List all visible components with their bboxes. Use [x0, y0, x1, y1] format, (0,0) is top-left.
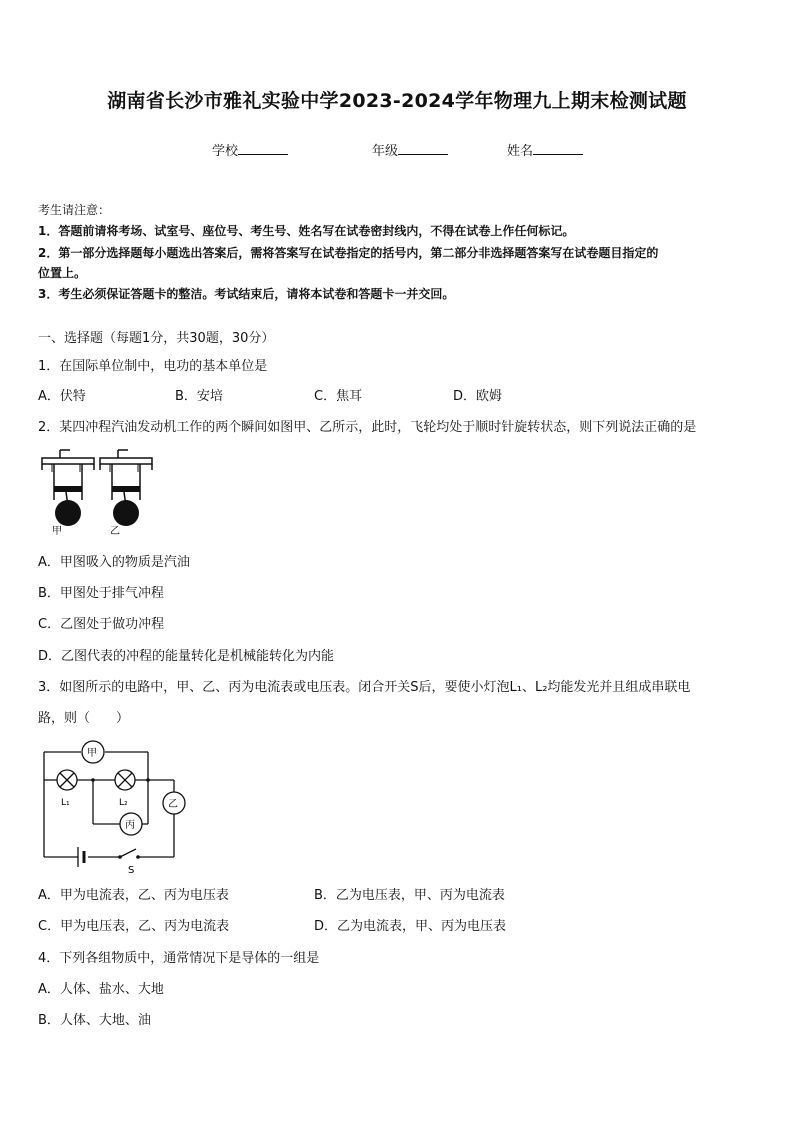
q2-option-d[interactable]: D．乙图代表的冲程的能量转化是机械能转化为内能 — [38, 649, 335, 664]
grade-field[interactable] — [372, 140, 448, 159]
question-2-stem: 2．某四冲程汽油发动机工作的两个瞬间如图甲、乙所示，此时，飞轮均处于顺时针旋转状态，则下列说法正确的是 — [38, 420, 697, 435]
grade-blank[interactable] — [398, 142, 448, 155]
notice-heading: 考生请注意： — [38, 203, 111, 217]
name-label: 姓名 — [507, 144, 534, 159]
notice-item: 2．第一部分选择题每小题选出答案后，需将答案写在试卷指定的括号内，第二部分非选择题答案写在试卷题目指定的 — [38, 246, 659, 260]
notice-item: 1．答题前请将考场、试室号、座位号、考生号、姓名写在试卷密封线内，不得在试卷上作任何标记。 — [38, 224, 575, 238]
q4-option-a[interactable]: A．人体、盐水、大地 — [38, 982, 164, 997]
question-3-stem: 3．如图所示的电路中，甲、乙、丙为电流表或电压表。闭合开关S后，要使小灯泡L₁、L₂均能发光并且组成串联电 — [38, 680, 691, 695]
section-heading: 一、选择题（每题1分，共30题，30分） — [38, 331, 275, 346]
lamp-l2-label: L₂ — [119, 798, 128, 808]
q3-option-d[interactable]: D．乙为电流表，甲、丙为电压表 — [314, 919, 507, 934]
circuit-diagram — [38, 737, 190, 877]
school-blank[interactable] — [238, 142, 288, 155]
school-field[interactable] — [212, 140, 288, 159]
notice-item: 3．考生必须保证答题卡的整洁。考试结束后，请将本试卷和答题卡一并交回。 — [38, 287, 455, 301]
q2-option-b[interactable]: B．甲图处于排气冲程 — [38, 586, 164, 601]
q3-option-a[interactable]: A．甲为电流表，乙、丙为电压表 — [38, 888, 229, 903]
question-1-stem: 1．在国际单位制中，电功的基本单位是 — [38, 359, 268, 374]
engine-label-jia: 甲 — [52, 526, 62, 537]
engine-yi — [100, 450, 152, 526]
grade-label: 年级 — [372, 144, 399, 159]
q1-option-a[interactable]: A．伏特 — [38, 389, 86, 404]
q4-option-b[interactable]: B．人体、大地、油 — [38, 1013, 151, 1028]
q1-option-d[interactable]: D．欧姆 — [453, 389, 503, 404]
q2-option-c[interactable]: C．乙图处于做功冲程 — [38, 617, 165, 632]
school-label: 学校 — [212, 144, 239, 159]
name-blank[interactable] — [533, 142, 583, 155]
meter-bing-label: 丙 — [125, 820, 135, 831]
question-3-stem-cont: 路，则（ ） — [38, 711, 130, 726]
lamp-l1-label: L₁ — [61, 798, 70, 808]
engine-jia — [42, 450, 94, 526]
notice-item: 位置上。 — [38, 266, 87, 280]
q1-option-c[interactable]: C．焦耳 — [314, 389, 363, 404]
q2-option-a[interactable]: A．甲图吸入的物质是汽油 — [38, 555, 190, 570]
name-field[interactable] — [507, 140, 583, 159]
meter-yi-label: 乙 — [168, 799, 178, 810]
page-title: 湖南省长沙市雅礼实验中学2023-2024学年物理九上期末检测试题 — [107, 90, 687, 112]
meter-jia-label: 甲 — [87, 748, 97, 759]
engine-label-yi: 乙 — [110, 526, 120, 537]
engine-figure — [38, 448, 158, 540]
q1-option-b[interactable]: B．安培 — [175, 389, 223, 404]
q3-option-c[interactable]: C．甲为电压表，乙、丙为电流表 — [38, 919, 230, 934]
q3-option-b[interactable]: B．乙为电压表，甲、丙为电流表 — [314, 888, 505, 903]
switch-s-label: S — [128, 865, 135, 876]
question-4-stem: 4．下列各组物质中，通常情况下是导体的一组是 — [38, 951, 320, 966]
